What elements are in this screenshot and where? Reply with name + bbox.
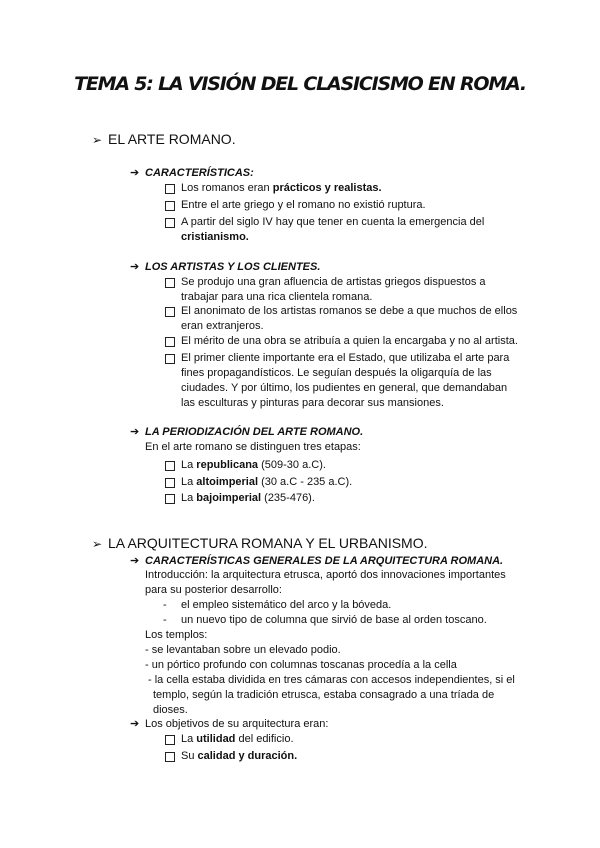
subheading-artistas-clientes: ➔ LOS ARTISTAS Y LOS CLIENTES. [130, 261, 321, 273]
list-item: La altoimperial (30 a.C - 235 a.C). [181, 476, 353, 488]
subheading-caracteristicas-generales: ➔ CARACTERÍSTICAS GENERALES DE LA ARQUITECTURA ROMANA. [130, 555, 504, 567]
arrow-icon: ➔ [130, 426, 140, 438]
arrow-icon: ➔ [130, 718, 140, 730]
section-heading-arquitectura: ➢ LA ARQUITECTURA ROMANA Y EL URBANISMO. [92, 535, 428, 551]
dash-bullet: - [163, 614, 167, 626]
arrow-icon: ➔ [130, 167, 140, 179]
checkbox-icon [165, 337, 175, 347]
list-item: La utilidad del edificio. [181, 733, 294, 745]
paragraph: para su posterior desarrollo: [145, 584, 282, 596]
checkbox-icon [165, 218, 175, 228]
list-item: La republicana (509-30 a.C). [181, 459, 326, 471]
list-item-continuation: trabajar para una rica clientela romana. [181, 291, 373, 303]
list-item: Se produjo una gran afluencia de artistas griegos dispuestos a [181, 276, 486, 288]
list-item: El primer cliente importante era el Estado, que utilizaba el arte para [181, 352, 510, 364]
checkbox-icon [165, 201, 175, 211]
subheading-caracteristicas: ➔ CARACTERÍSTICAS: [130, 167, 254, 179]
checkbox-icon [165, 278, 175, 288]
page-title: TEMA 5: LA VISIÓN DEL CLASICISMO EN ROMA. [74, 73, 526, 95]
list-item: Su calidad y duración. [181, 750, 298, 762]
checkbox-icon [165, 461, 175, 471]
subheading-objetivos: ➔ Los objetivos de su arquitectura eran: [130, 718, 329, 730]
paragraph: En el arte romano se distinguen tres etapas: [145, 441, 361, 453]
list-item: Entre el arte griego y el romano no existió ruptura. [181, 199, 426, 211]
checkbox-icon [165, 307, 175, 317]
list-item-continuation: eran extranjeros. [181, 320, 264, 332]
list-item: A partir del siglo IV hay que tener en cuenta la emergencia del [181, 216, 485, 228]
checkbox-icon [165, 735, 175, 745]
list-item-continuation: fines propagandísticos. Le seguían después la oligarquía de las [181, 367, 492, 379]
subheading-periodizacion: ➔ LA PERIODIZACIÓN DEL ARTE ROMANO. [130, 426, 364, 438]
paragraph: Introducción: la arquitectura etrusca, aportó dos innovaciones importantes [145, 569, 506, 581]
list-item: - la cella estaba dividida en tres cámaras con accesos independientes, si el [148, 674, 515, 686]
list-item-continuation: ciudades. Y por último, los pudientes en general, que demandaban [181, 382, 508, 394]
section-heading-arte-romano: ➢ EL ARTE ROMANO. [92, 131, 236, 147]
list-item: El mérito de una obra se atribuía a quien la encargaba y no al artista. [181, 335, 518, 347]
checkbox-icon [165, 354, 175, 364]
checkbox-icon [165, 752, 175, 762]
list-item-continuation: cristianismo. [181, 231, 249, 243]
arrowhead-icon: ➢ [92, 537, 103, 551]
list-item: un nuevo tipo de columna que sirvió de base al orden toscano. [181, 614, 487, 626]
checkbox-icon [165, 478, 175, 488]
arrow-icon: ➔ [130, 555, 140, 567]
arrowhead-icon: ➢ [92, 133, 103, 147]
list-item-continuation: templo, según la tradición etrusca, estaba consagrado a una tríada de [153, 689, 495, 701]
paragraph: Los templos: [145, 629, 208, 641]
checkbox-icon [165, 184, 175, 194]
list-item: - se levantaban sobre un elevado podio. [145, 644, 341, 656]
list-item: Los romanos eran prácticos y realistas. [181, 182, 382, 194]
list-item: el empleo sistemático del arco y la bóveda. [181, 599, 392, 611]
list-item-continuation: las esculturas y pinturas para decorar sus mansiones. [181, 397, 444, 409]
checkbox-icon [165, 494, 175, 504]
list-item: - un pórtico profundo con columnas toscanas procedía a la cella [145, 659, 457, 671]
list-item-continuation: dioses. [153, 704, 188, 716]
list-item: El anonimato de los artistas romanos se debe a que muchos de ellos [181, 305, 518, 317]
list-item: La bajoimperial (235-476). [181, 492, 315, 504]
dash-bullet: - [163, 599, 167, 611]
arrow-icon: ➔ [130, 261, 140, 273]
